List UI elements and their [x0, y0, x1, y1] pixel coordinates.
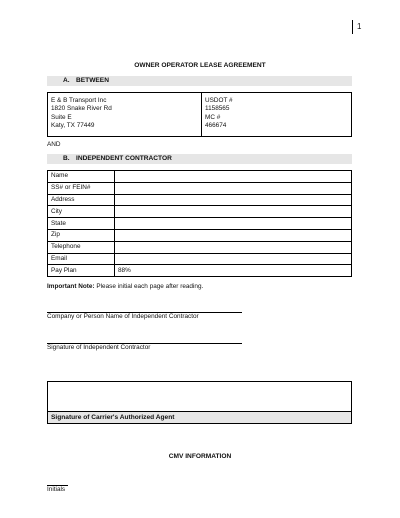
company-name-caption: Company or Person Name of Independent Contractor	[47, 313, 199, 320]
email-field[interactable]	[115, 253, 352, 265]
address-field[interactable]	[115, 194, 352, 206]
city-field[interactable]	[115, 206, 352, 218]
section-a-header	[47, 76, 352, 86]
state-field[interactable]	[115, 218, 352, 230]
carrier-agent-signature-box[interactable]	[47, 381, 352, 424]
agent-signature-label: Signature of Carrier's Authorized Agent	[48, 411, 351, 423]
table-row	[48, 241, 352, 253]
usdot-label: USDOT #	[205, 97, 233, 104]
pay-plan-field[interactable]: 88%	[115, 265, 352, 277]
carrier-box	[47, 92, 352, 137]
field-label: SS# or FEIN#	[48, 182, 115, 194]
field-label: Name	[48, 171, 115, 183]
section-b-label: INDEPENDENT CONTRACTOR	[76, 155, 172, 162]
field-label: State	[48, 218, 115, 230]
contractor-signature-caption: Signature of Independent Contractor	[47, 344, 151, 351]
section-a-label: BETWEEN	[76, 77, 109, 84]
usdot-number: 1158565	[205, 105, 230, 113]
section-b-letter: B.	[63, 155, 70, 162]
field-label: Telephone	[48, 241, 115, 253]
ss-fein-field[interactable]	[115, 182, 352, 194]
important-note-text: Please initial each page after reading.	[94, 283, 204, 290]
initials-label: Initials	[47, 486, 66, 493]
zip-field[interactable]	[115, 229, 352, 241]
telephone-field[interactable]	[115, 241, 352, 253]
table-row	[48, 229, 352, 241]
carrier-suite: Suite E	[51, 113, 72, 121]
field-label: Address	[48, 194, 115, 206]
carrier-address	[48, 93, 202, 136]
carrier-identifiers	[202, 93, 351, 136]
table-row	[48, 194, 352, 206]
table-row	[48, 206, 352, 218]
section-a-letter: A.	[63, 77, 70, 84]
important-note	[47, 283, 203, 291]
field-label: Zip	[48, 229, 115, 241]
contractor-table	[47, 170, 352, 277]
field-label: Pay Plan	[48, 265, 115, 277]
carrier-street: 1820 Snake River Rd	[51, 105, 112, 113]
table-row	[48, 182, 352, 194]
mc-label: MC #	[205, 113, 221, 121]
name-field[interactable]	[115, 171, 352, 183]
carrier-name: E & B Transport Inc	[51, 97, 107, 104]
document-title: OWNER OPERATOR LEASE AGREEMENT	[134, 62, 266, 69]
table-row	[48, 218, 352, 230]
field-label: City	[48, 206, 115, 218]
table-row	[48, 171, 352, 183]
carrier-city: Katy, TX 77449	[51, 121, 95, 129]
field-label: Email	[48, 253, 115, 265]
mc-number: 466674	[205, 121, 227, 129]
cmv-heading: CMV INFORMATION	[168, 453, 232, 460]
important-note-label: Important Note:	[47, 283, 95, 290]
table-row	[48, 253, 352, 265]
section-b-header	[47, 154, 352, 164]
table-row	[48, 265, 352, 277]
page-number: 1	[352, 20, 361, 34]
and-text: AND	[47, 141, 61, 148]
